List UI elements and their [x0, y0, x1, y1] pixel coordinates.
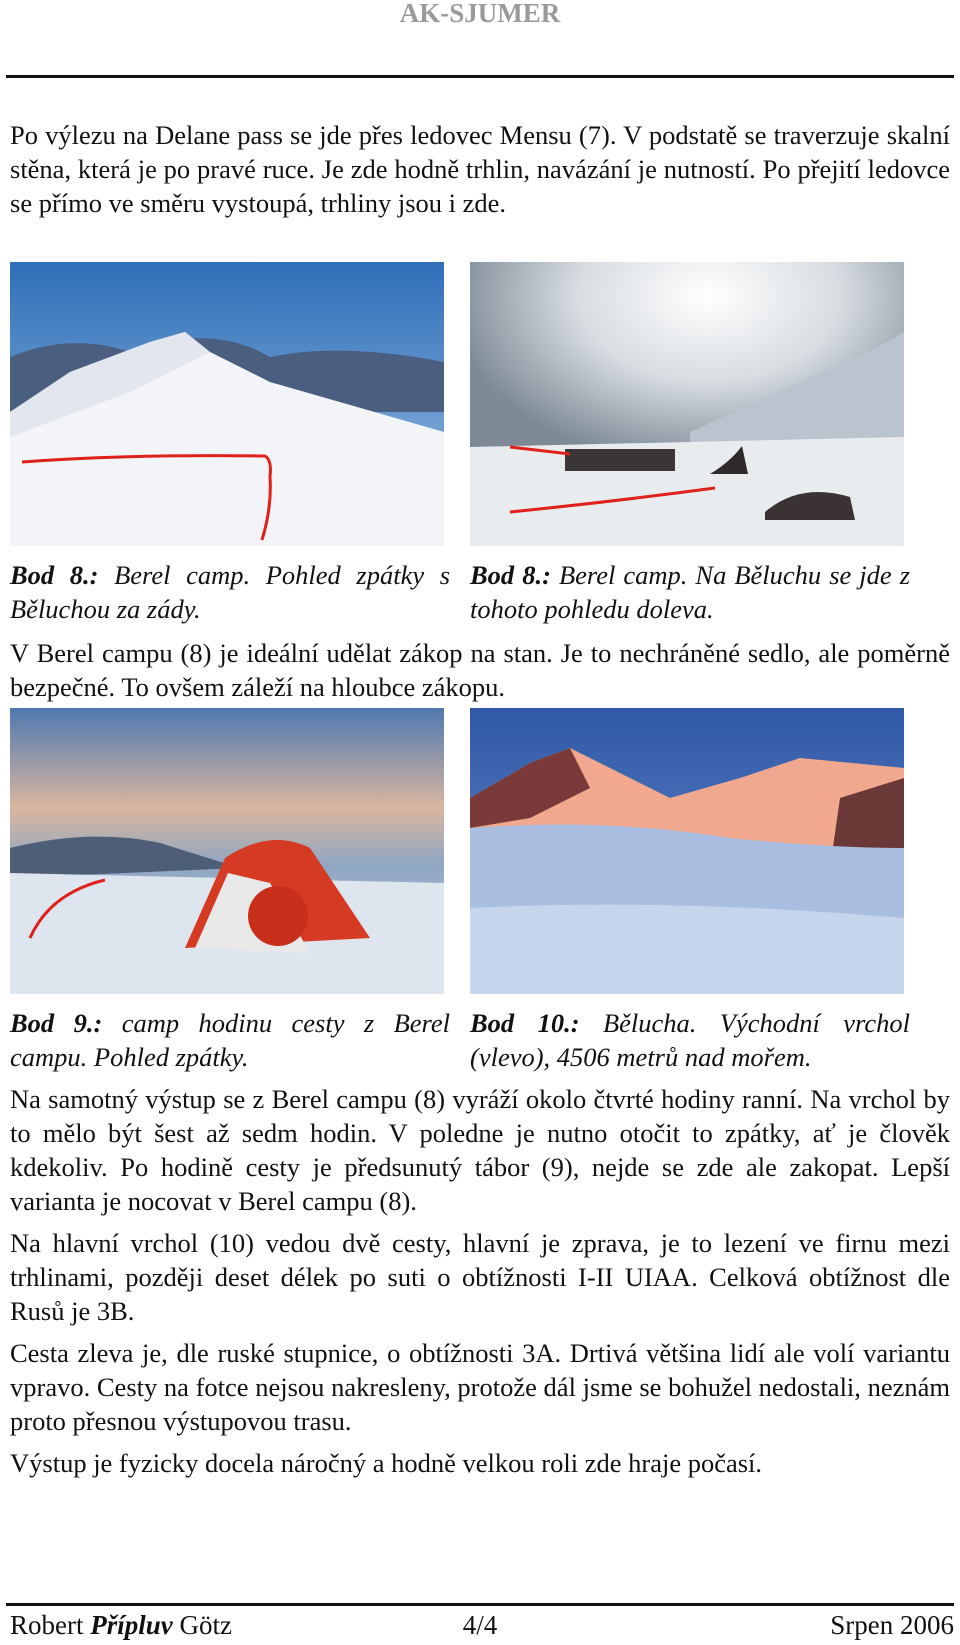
caption-photo-3-label: Bod 9.: [10, 1008, 103, 1038]
page-header-title: AK-SJUMER [399, 0, 561, 28]
footer-author-last: Götz [179, 1610, 232, 1640]
caption-photo-1 [10, 558, 450, 626]
caption-photo-2-label: Bod 8.: [470, 560, 551, 590]
photo-belucha-east-summit [470, 708, 904, 994]
caption-photo-3 [10, 1006, 450, 1074]
caption-photo-1-label: Bod 8.: [10, 560, 99, 590]
caption-photo-4 [470, 1006, 910, 1074]
caption-photo-2-text: Berel camp. Na Běluchu se jde z tohoto pohledu doleva. [470, 560, 911, 624]
paragraph-pocasi: Výstup je fyzicky docela náročný a hodně velkou roli zde hraje počasí. [10, 1448, 763, 1478]
footer-page-number: 4/4 [462, 1610, 498, 1640]
photo-camp-9-tent [10, 708, 444, 994]
caption-photo-3-text: camp hodinu cesty z Berel campu. Pohled zpátky. [10, 1008, 450, 1072]
paragraph-vystup: Na samotný výstup se z Berel campu (8) vyráží okolo čtvrté hodiny ranní. Na vrchol by to mělo být šest až sedm hodin. V poledne je nutno otočit to zpátky, ať je člověk kdekoliv. Po hodině cesty je předsunutý tábor (9), nejde se zde ale zakopat. Lepší varianta je nocovat v Berel campu (8). [10, 1084, 950, 1216]
caption-photo-2 [470, 558, 910, 626]
caption-photo-1-text: Berel camp. Pohled zpátky s Běluchou za zády. [10, 560, 451, 624]
footer-date: Srpen 2006 [830, 1610, 954, 1640]
footer-divider [6, 1603, 954, 1606]
footer-author-nick: Přípluv [90, 1610, 173, 1640]
paragraph-cesta-zleva: Cesta zleva je, dle ruské stupnice, o obtížnosti 3A. Drtivá většina lidí ale volí variantu vpravo. Cesty na fotce nejsou nakresleny, protože dál jsme se bohužel nedostali, neznám proto přesnou výstupovou trasu. [10, 1338, 950, 1436]
paragraph-hlavni-vrchol: Na hlavní vrchol (10) vedou dvě cesty, hlavní je zprava, je to lezení ve firnu mezi trhlinami, později deset délek po suti o obtížnosti I-II UIAA. Celková obtížnost dle Rusů je 3B. [10, 1228, 950, 1326]
header-divider [6, 75, 954, 78]
photo-berel-camp-view-back [10, 262, 444, 546]
caption-photo-4-text: Bělucha. Východní vrchol (vlevo), 4506 metrů nad mořem. [470, 1008, 910, 1072]
footer-author [10, 1608, 232, 1642]
intro-paragraph: Po výlezu na Delane pass se jde přes ledovec Mensu (7). V podstatě se traverzuje skalní stěna, která je po pravé ruce. Je zde hodně trhlin, navázání je nutností. Po přejití ledovce se přímo ve směru vystoupá, trhliny jsou i zde. [10, 120, 950, 218]
paragraph-berel-campu: V Berel campu (8) je ideální udělat zákop na stan. Je to nechráněné sedlo, ale poměrně bezpečné. To ovšem záleží na hloubce zákopu. [10, 638, 950, 702]
caption-photo-4-label: Bod 10.: [470, 1008, 580, 1038]
photo-berel-camp-tents [470, 262, 904, 546]
footer-author-first: Robert [10, 1610, 84, 1640]
